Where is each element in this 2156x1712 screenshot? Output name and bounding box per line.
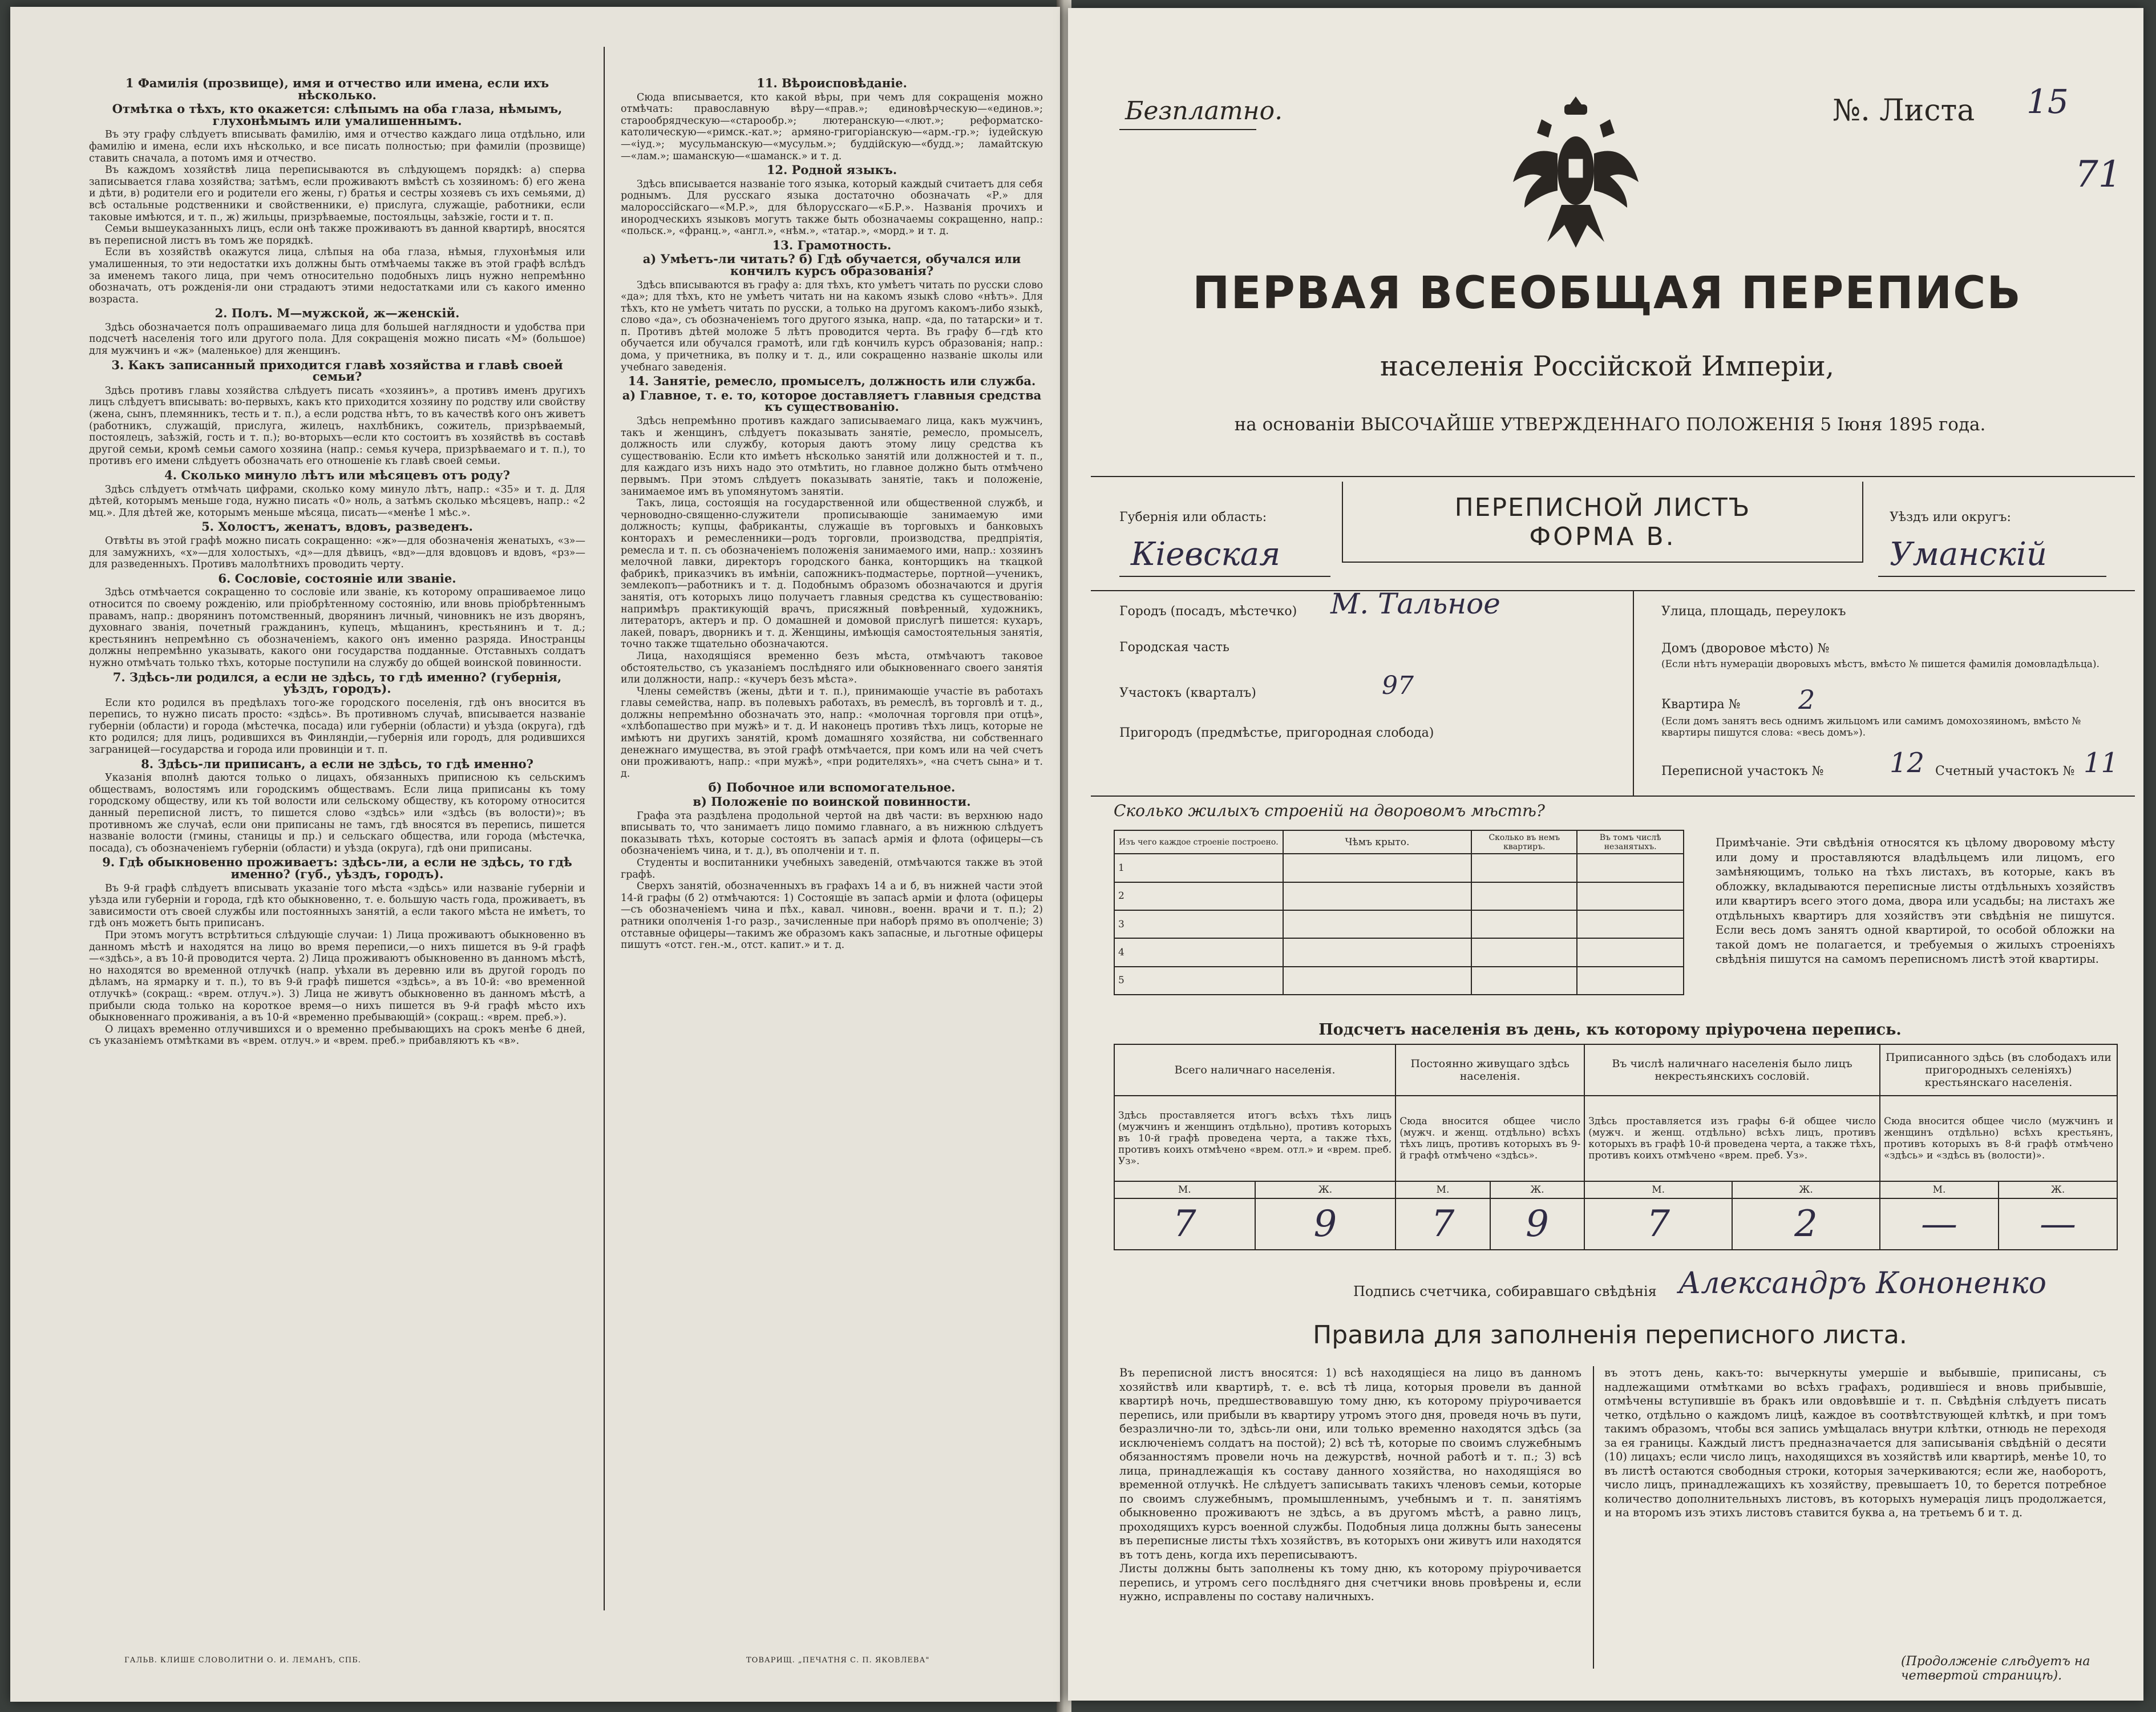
building-cell[interactable] — [1283, 967, 1472, 995]
section-heading: а) Умѣетъ-ли читать? б) Гдѣ обучается, обучался или кончилъ курсъ образованія? — [642, 252, 1021, 278]
count-area-value[interactable]: 11 — [2084, 747, 2119, 779]
instruction-paragraph: Студенты и воспитанники учебныхъ заведеній, отмѣчаются также въ этой графѣ. — [621, 857, 1043, 881]
building-row — [1114, 854, 1684, 882]
building-cell[interactable] — [1471, 910, 1577, 938]
instruction-paragraph: При этомъ могутъ встрѣтиться слѣдующіе случаи: 1) Лица проживаютъ обыкновенно въ данномъ мѣстѣ и находятся на лицо во время переписи,—о нихъ пишется въ 9-й графѣ—«здѣсь», а въ 10-й проводится черта. 2) Лица проживаютъ обыкновенно въ данномъ мѣстѣ, но находятся во временной отлучкѣ (напр. уѣхали въ деревню или въ другой городъ по дѣламъ, на ярмарку и т. п.), то въ 9-й графѣ пишется «здѣсь», а въ 10-й: «во временной отлучкѣ» (сокращ.: «врем. отлуч.»). 3) Лица не живутъ обыкновенно въ данномъ мѣстѣ, а прибыли сюда только на короткое время—о нихъ пишется въ 9-й графѣ мѣсто ихъ обыкновеннаго проживанія, а въ 10-й «временно пребывающій» (сокращ.: «врем. преб.»). — [89, 929, 585, 1024]
building-cell[interactable] — [1471, 882, 1577, 910]
female-header: Ж. — [1255, 1181, 1396, 1198]
rules-divider — [1593, 1366, 1594, 1669]
male-header: М. — [1880, 1181, 1999, 1198]
section-heading: 7. Здѣсь-ли родился, а если не здѣсь, то гдѣ именно? (губернія, уѣздъ, городъ). — [112, 669, 562, 696]
gubernia-label: Губернія или область: — [1119, 510, 1267, 524]
address-divider — [1633, 590, 1634, 796]
sheet-title: ПЕРЕПИСНОЙ ЛИСТЪ — [1454, 493, 1751, 522]
instruction-paragraph: Сюда вписывается, кто какой вѣры, при чемъ для сокращенія можно отмѣчать: православную вѣру—«прав.»; единовѣрческую—«единов.»; старообрядческую—«старообр.»; лютеранскую—«лют.»; реформатско-католическую—«римск.-кат.»; армяно-григоріанскую—«арм.-гр.»; іудейскую—«іуд.»; мусульманскую—«мусульм.»; буддійскую—«будд.»; ламайтскую—«лам.»; шаманскую—«шаманск.» и т. д. — [621, 91, 1043, 162]
section-heading: 14. Занятіе, ремесло, промыселъ, должность или служба. — [628, 374, 1036, 389]
building-cell[interactable] — [1577, 938, 1684, 966]
population-count-value[interactable]: 9 — [1255, 1198, 1396, 1250]
instruction-paragraph: Въ каждомъ хозяйствѣ лица переписываются въ слѣдующемъ порядкѣ: а) сперва записывается глава хозяйства; затѣмъ, если проживаютъ вмѣстѣ съ хозяиномъ: б) его жена и дѣти, в) родители его и родители его жены, г) братья и сестры хозяевъ съ ихъ семьями, д) всѣ остальные родственники и свойственники, е) прислуга, служащіе, работники, если таковые имѣются, и т. п., ж) жильцы, призрѣваемые, постояльцы, заѣзжіе, гости и т. п. — [89, 164, 585, 223]
building-row — [1114, 910, 1684, 938]
rules-title: Правила для заполненія переписного листа. — [1313, 1321, 1907, 1350]
sheet-number-label: №. Листа — [1833, 94, 1975, 128]
census-area-label: Переписной участокъ № — [1661, 764, 1824, 778]
instruction-paragraph: Если въ хозяйствѣ окажутся лица, слѣпыя на оба глаза, нѣмыя, глухонѣмыя или умалишенныя, то эти недостатки ихъ должны быть отмѣчаемы также въ этой графѣ вслѣдъ за именемъ такого лица, при чемъ относительно подобныхъ лицъ нужно непремѣнно обозначать, отъ рожденія-ли они страдаютъ этими недостатками или съ какого именно возраста. — [89, 247, 585, 305]
city-label: Городъ (посадъ, мѣстечко) — [1119, 604, 1297, 619]
population-count-value[interactable]: 7 — [1584, 1198, 1732, 1250]
section-heading: 6. Сословіе, состояніе или званіе. — [218, 571, 456, 586]
city-value[interactable]: М. Тальное — [1330, 587, 1500, 620]
instruction-paragraph: Графа эта раздѣлена продольной чертой на двѣ части: въ верхнюю надо вписывать то, что занимаетъ лицо помимо главнаго, а въ нижнюю слѣдуетъ показывать тѣхъ, которые состоятъ въ запасѣ армія и флота (офицеры—съ обозначеніемъ чина, и т. д.), въ ополченіи и т. п. — [621, 810, 1043, 857]
count-area-label: Счетный участокъ № — [1935, 764, 2075, 778]
section-heading: 13. Грамотность. — [772, 237, 892, 252]
population-count-value[interactable]: — — [1999, 1198, 2117, 1250]
imperial-eagle-emblem — [1507, 91, 1644, 251]
male-header: М. — [1114, 1181, 1255, 1198]
instruction-paragraph: Въ 9-й графѣ слѣдуетъ вписывать указаніе того мѣста «здѣсь» или названіе губерніи и уѣзда или губерніи и города, гдѣ кто обыкновенно, т. е. большую часть года, проживаетъ, въ зависимости отъ своей службы или постоянныхъ занятій, а если такого мѣста не имѣетъ, то гдѣ онъ можетъ быть приписанъ. — [89, 882, 585, 930]
count-header: Въ числѣ наличнаго населенія было лицъ некрестьянскихъ сословій. — [1584, 1044, 1880, 1096]
uezd-line — [1878, 576, 2106, 577]
count-header: Постоянно живущаго здѣсь населенія. — [1395, 1044, 1584, 1096]
section-heading: Отмѣтка о тѣхъ, кто окажется: слѣпымъ на оба глаза, нѣмымъ, глухонѣмымъ или умалишеннымъ. — [112, 102, 563, 128]
count-desc: Сюда вносится общее число (мужч. и женщ. отдѣльно) всѣхъ тѣхъ лицъ, противъ которыхъ въ 9-й графѣ отмѣчено «здѣсь». — [1395, 1096, 1584, 1181]
instruction-paragraph: О лицахъ временно отлучившихся и о временно пребывающихъ на срокъ менѣе 6 дней, съ указаніемъ отмѣтками въ «врем. отлуч.» и «врем. преб.» прибавляютъ къ «в». — [89, 1023, 585, 1047]
rules-right: въ этотъ день, какъ-то: вычеркнуты умершіе и выбывшіе, приписаны, съ надлежащими отмѣтками во всѣхъ графахъ, родившіеся и вновь прибывшіе, отмѣчены вступившіе въ бракъ или овдовѣвшіе и т. п. Свѣдѣнія слѣдуетъ писать четко, отдѣльно о каждомъ лицѣ, каждое въ соотвѣтствующей клѣткѣ, и при томъ такимъ образомъ, чтобы вся запись умѣщалась внутри клѣтки, отнюдь не переходя за ея границы. Каждый листъ предназначается для записыванія свѣдѣній о десяти (10) лицахъ; если число лицъ, находящихся въ хозяйствѣ или квартирѣ, менѣе 10, то въ листѣ остаются свободныя строки, которыя зачеркиваются; если же, наоборотъ, число лицъ, принадлежащихъ къ хозяйству, превышаетъ 10, то берется потребное количество дополнительныхъ листовъ, въ которыхъ нумерація лицъ продолжается, и на второмъ изъ этихъ листовъ ставится буква а, на третьемъ б и т. д. — [1604, 1366, 2106, 1519]
instruction-paragraph: Указанія вполнѣ даются только о лицахъ, обязанныхъ приписною къ сельскимъ обществамъ, волостямъ или городскимъ обществамъ. Если лица приписаны къ тому городскому обществу, или къ той волости или сельскому обществу, къ которому относится данный переписной листъ, то пишется слово «здѣсь» или «здѣсь (въ волости)»; въ противномъ же случаѣ, если они приписаны не тамъ, гдѣ вносятся въ перепись, пишется названіе волости (гмины, станицы и пр.) и сельскаго общества, или города (мѣстечка, посада), съ обозначеніемъ губерніи (области) и уѣзда (округа), гдѣ они приписаны. — [89, 772, 585, 854]
gubernia-line — [1119, 576, 1330, 577]
section-heading: 2. Полъ. М—мужской, ж—женскій. — [215, 306, 460, 321]
instruction-paragraph: Такъ, лица, состоящія на государственной или общественной службѣ, и черноводно-священно-служители прописывающіе занимаемую ими должность; купцы, фабриканты, служащіе въ торговыхъ и банковыхъ конторахъ и ремесленники—родъ торговли, производства, предпріятія, ремесла и т. п. съ обозначеніемъ положенія занимаемого ими, напр.: хозяинъ мелочной лавки, директоръ городского банка, конторщикъ на ткацкой фабрикѣ, приказчикъ въ имѣніи, сапожникъ-подмастерье, портной—ученикъ, землекопъ—работникъ и т. д. Подобнымъ образомъ обозначаются и другія занятія, отъ которыхъ лицо получаетъ главныя средства къ существованію: напримѣръ практикующій врачъ, присяжный повѣренный, художникъ, литераторъ, актеръ и пр. О домашней и домовой прислугѣ пишется: кухаръ, лакей, поваръ, дворникъ и т. д. Женщины, имѣющія самостоятельныя занятія, точно также тщательно обозначаются. — [621, 498, 1043, 651]
left-page-instructions — [10, 7, 1060, 1702]
address-top-rule — [1091, 590, 2135, 591]
buildings-table — [1114, 830, 1684, 995]
census-basis: на основаніи ВЫСОЧАЙШЕ УТВЕРЖДЕННАГО ПОЛОЖЕНІЯ 5 Іюня 1895 года. — [1234, 414, 1986, 435]
section-heading: 5. Холостъ, женатъ, вдовъ, разведенъ. — [201, 519, 473, 534]
instruction-paragraph: Здѣсь вписывается названіе того языка, который каждый считаетъ для себя роднымъ. Для русскаго языка достаточно обозначать «Р.» для малороссійскаго—«М.Р.», для бѣлорусскаго—«Б.Р.». Названія прочихъ и инородческихъ языковъ могутъ также быть обозначаемы сокращенно, напр.: «польск.», «франц.», «англ.», «нѣм.», «татар.», «морд.» и т. д. — [621, 178, 1043, 237]
population-count-table — [1114, 1044, 2118, 1250]
building-cell[interactable] — [1283, 854, 1472, 882]
rules-left — [1119, 1366, 1581, 1604]
building-row-number[interactable]: 1 — [1114, 854, 1283, 882]
count-desc: Сюда вносится общее число (мужчинъ и женщинъ отдѣльно) всѣхъ крестьянъ, противъ которыхъ въ 8-й графѣ отмѣчено «здѣсь» и «здѣсь въ (волости)». — [1880, 1096, 2117, 1181]
instruction-paragraph: Члены семействъ (жены, дѣти и т. п.), принимающіе участіе въ работахъ главы семейства, напр. въ полевыхъ работахъ, въ ремеслѣ, въ торговлѣ и т. д., должны непремѣнно обозначать это, напр.: «молочная торговля при отцѣ», «хлѣбопашество при мужѣ» и т. д. И наконецъ противъ тѣхъ лицъ, которые не имѣютъ ни другихъ занятій, кромѣ домашняго хозяйства, ни собственнаго денежнаго имущества, въ этой графѣ отмѣчается, при комъ или на чей счетъ они проживаютъ, напр.: «при мужѣ», «при родителяхъ», «на счетъ сына» и т. д. — [621, 685, 1043, 780]
building-row — [1114, 967, 1684, 995]
section-heading: а) Главное, т. е. то, которое доставляетъ главныя средства къ существованію. — [622, 387, 1042, 414]
census-subtitle: населенія Россійской Имперіи, — [1380, 350, 1834, 382]
section-heading: 1 Фамилія (прозвище), имя и отчество или имена, если ихъ нѣсколько. — [125, 76, 549, 102]
building-row-number[interactable]: 3 — [1114, 910, 1283, 938]
population-count-value[interactable]: 2 — [1732, 1198, 1880, 1250]
bld-header: Изъ чего каждое строеніе построено. — [1114, 830, 1283, 854]
district-value[interactable]: 97 — [1382, 671, 1414, 700]
male-header: М. — [1395, 1181, 1490, 1198]
buildings-question: Сколько жилыхъ строеній на дворовомъ мѣстѣ? — [1114, 801, 1545, 820]
building-cell[interactable] — [1471, 938, 1577, 966]
apartment-label: Квартира № — [1661, 697, 1741, 712]
form-label: ФОРМА В. — [1529, 522, 1676, 551]
instructions-column-1 — [89, 75, 585, 1616]
signature-label: Подпись счетчика, собиравшаго свѣдѣнія — [1353, 1283, 1657, 1299]
apartment-note: (Если домъ занятъ весь однимъ жильцомъ или самимъ домохозяиномъ, вмѣсто № квартиры пишутся слова: «весь домъ»). — [1661, 716, 2081, 738]
building-cell[interactable] — [1577, 967, 1684, 995]
building-row-number[interactable]: 5 — [1114, 967, 1283, 995]
buildings-note: Примѣчаніе. Эти свѣдѣнія относятся къ цѣлому дворовому мѣсту или дому и проставляются владѣльцемъ или лицомъ, его замѣняющимъ, только на тѣхъ листахъ, въ которые, какъ въ обложку, вкладываются переписные листы отдѣльныхъ хозяйствъ или квартиръ всего этого дома, двора или усадьбы; на листахъ же отдѣльныхъ квартиръ для хозяйствъ эти свѣдѣнія не пишутся. Если весь домъ занятъ одной квартирой, то особой обложки на такой домъ не полагается, и требуемыя о жилыхъ строеніяхъ свѣдѣнія пишутся на самомъ переписномъ листѣ этой квартиры. — [1716, 836, 2115, 966]
free-underline — [1119, 129, 1256, 130]
building-cell[interactable] — [1283, 910, 1472, 938]
gubernia-value[interactable]: Кіевская — [1131, 536, 1281, 573]
instructions-column-2 — [621, 75, 1043, 1616]
printer-footer-left: ГАЛЬВ. КЛИШЕ СЛОВОЛИТНИ О. И. ЛЕМАНЪ, СПБ. — [124, 1656, 361, 1665]
count-title: Подсчетъ населенія въ день, къ которому пріурочена перепись. — [1318, 1021, 1902, 1039]
continued-note: (Продолженіе слѣдуетъ на четвертой страницѣ). — [1901, 1654, 2090, 1683]
count-desc: Здѣсь проставляется изъ графы 6-й общее число (мужч. и женщ. отдѣльно) всѣхъ лицъ, противъ которыхъ въ графѣ 10-й проведена черта, а также тѣхъ, противъ коихъ отмѣчено «врем. преб. Уз». — [1584, 1096, 1880, 1181]
building-cell[interactable] — [1471, 854, 1577, 882]
uezd-value[interactable]: Уманскій — [1890, 536, 2047, 573]
building-row — [1114, 882, 1684, 910]
section-heading: б) Побочное или вспомогательное. — [708, 780, 956, 795]
count-header: Всего наличнаго населенія. — [1114, 1044, 1395, 1096]
form-title-box — [1342, 482, 1863, 563]
building-cell[interactable] — [1283, 882, 1472, 910]
building-cell[interactable] — [1471, 967, 1577, 995]
house-label: Домъ (дворовое мѣсто) № — [1661, 641, 1830, 656]
female-header: Ж. — [1999, 1181, 2117, 1198]
female-header: Ж. — [1732, 1181, 1880, 1198]
instruction-paragraph: Отвѣты въ этой графѣ можно писать сокращенно: «ж»—для обозначенія женатыхъ, «з»—для замужнихъ, «х»—для холостыхъ, «д»—для дѣвицъ, «вд»—для вдовцовъ и вдовъ, «рз»—для разведенныхъ. Противъ малолѣтнихъ проводить черту. — [89, 535, 585, 571]
house-note: (Если нѣтъ нумераціи дворовыхъ мѣстъ, вмѣсто № пишется фамилія домовладѣльца). — [1661, 659, 2100, 670]
header-rule — [1091, 476, 2135, 477]
population-count-value[interactable]: — — [1880, 1198, 1999, 1250]
building-row — [1114, 938, 1684, 966]
population-count-value[interactable]: 7 — [1114, 1198, 1255, 1250]
building-cell[interactable] — [1577, 854, 1684, 882]
instruction-paragraph: Лица, находящіяся временно безъ мѣста, отмѣчаютъ таковое обстоятельство, съ указаніемъ послѣдняго или обыкновеннаго своего занятія или должности, напр.: «кучеръ безъ мѣста». — [621, 650, 1043, 686]
section-heading: 3. Какъ записанный приходится главѣ хозяйства и главѣ своей семьи? — [111, 357, 563, 384]
section-heading: 12. Родной языкъ. — [766, 163, 897, 177]
count-header: Приписанного здѣсь (въ слободахъ или пригородныхъ селеніяхъ) крестьянскаго населенія. — [1880, 1044, 2117, 1096]
instruction-paragraph: Въ эту графу слѣдуетъ вписывать фамилію, имя и отчество каждаго лица отдѣльно, или фамилію и имена, если ихъ нѣсколько, и все писать полностью; при фамиліи (прозвище) ставить сначала, а потомъ имя и отчество. — [89, 129, 585, 164]
census-form-page — [1068, 8, 2143, 1701]
male-header: М. — [1584, 1181, 1732, 1198]
bld-header: Сколько въ немъ квартиръ. — [1471, 830, 1577, 854]
city-part-label: Городская часть — [1119, 640, 1229, 655]
population-count-value[interactable]: 7 — [1395, 1198, 1490, 1250]
instruction-paragraph: Здѣсь слѣдуетъ отмѣчать цифрами, сколько кому минуло лѣтъ, напр.: «35» и т. д. Для дѣтей, которымъ меньше года, нужно писать «0» ноль, а затѣмъ сколько мѣсяцевъ, напр.: «2 мц.». Для дѣтей же, которымъ меньше мѣсяца, писать—«менѣе 1 мѣс.». — [89, 483, 585, 519]
signature-value[interactable]: Александръ Кононенко — [1678, 1266, 2046, 1301]
instruction-paragraph: Сверхъ занятій, обозначенныхъ въ графахъ 14 а и б, въ нижней части этой 14-й графы (б 2) отмѣчаются: 1) Состоящіе въ запасѣ арміи и флота (офицеры—съ обозначеніемъ чина и пѣх., кавал. чиновн., военн. врачи и т. п.); 2) ратники ополченія 1-го разр., зачисленные при наборѣ прямо въ ополченіе; 3) отставные офицеры—такимъ же образомъ какъ запасные, и льготные офицеры пишутъ «отст. ген.-м., отст. капит.» и т. д. — [621, 881, 1043, 951]
instruction-paragraph: Здѣсь обозначается полъ опрашиваемаго лица для большей наглядности и удобства при подсчетѣ населенія того или другого пола. Для сокращенія можно писать «М» (большое) для мужчинъ и «ж» (маленькое) для женщинъ. — [89, 321, 585, 357]
rules-left-text: Въ переписной листъ вносятся: 1) всѣ находящіеся на лицо въ данномъ хозяйствѣ или квартирѣ, т. е. всѣ тѣ лица, которыя провели въ данной квартирѣ ночь, предшествовавшую тому дню, къ которому пріурочивается перепись, или прибыли въ квартиру утромъ этого дня, проведя ночь въ пути, безразлично-ли то, здѣсь-ли они, или только временно находятся здѣсь (за исключеніемъ солдатъ на постой); 2) всѣ тѣ, которые по своимъ служебнымъ обязанностямъ провели ночь на дежурствѣ, ночной работѣ и т. п.; 3) всѣ лица, принадлежащія къ составу данного хозяйства, но находящіяся во временной отлучкѣ. Не слѣдуетъ записывать такихъ членовъ семьи, которые по своимъ служебнымъ, промышленнымъ, учебнымъ и т. п. занятіямъ обыкновенно проживаютъ не здѣсь, а въ другомъ мѣстѣ, а равно лицъ, проходящихъ курсъ военной службы. Подобныя лица должны быть занесены въ переписные листы тѣхъ хозяйствъ, въ которыхъ они живутъ или находятся въ тотъ день, когда ихъ переписываютъ. — [1119, 1366, 1581, 1561]
building-row-number[interactable]: 4 — [1114, 938, 1283, 966]
free-label: Безплатно. — [1125, 96, 1283, 126]
section-heading: в) Положеніе по воинской повинности. — [693, 794, 971, 809]
building-cell[interactable] — [1577, 910, 1684, 938]
instruction-paragraph: Здѣсь вписываются въ графу а: для тѣхъ, кто умѣетъ читать по русски слово «да»; для тѣхъ, кто не умѣетъ читать ни на какомъ языкѣ слово «нѣтъ». Для тѣхъ, кто не умѣетъ читать по русски, а только на другомъ какомъ-либо языкѣ, слово «да», съ обозначеніемъ того другого языка, напр. «да, по татарски» и т. п. Противъ дѣтей моложе 5 лѣтъ проводится черта. Въ графу б—гдѣ кто обучается или обучался грамотѣ, или гдѣ кончилъ курсъ образованія; напр.: дома, у причетника, въ полку и т. д., или сокращенно названіе школы или учебнаго заведенія. — [621, 279, 1043, 373]
female-header: Ж. — [1490, 1181, 1585, 1198]
instruction-paragraph: Здѣсь отмѣчается сокращенно то сословіе или званіе, къ которому опрашиваемое лицо относится по своему рожденію, или пріобрѣтенному состоянію, или вновь пріобрѣтеннымъ правамъ, напр.: дворянинъ потомственный, дворянинъ личный, чиновникъ не изъ дворянъ, духовнаго званія, почетный гражданинъ, купецъ, мѣщанинъ, крестьянинъ и т. д.; крестьянинъ непремѣнно съ обозначеніемъ, какого онъ именно разряда. Иностранцы должны непремѣнно указывать, какого они государства подданные. Отставныхъ солдатъ нужно отмѣчать только тѣхъ, которые поступили на службу до общей воинской повинности. — [89, 587, 585, 669]
district-label: Участокъ (кварталъ) — [1119, 686, 1256, 700]
bld-header: Чѣмъ крыто. — [1283, 830, 1472, 854]
building-cell[interactable] — [1283, 938, 1472, 966]
building-row-number[interactable]: 2 — [1114, 882, 1283, 910]
census-area-value[interactable]: 12 — [1890, 747, 1925, 779]
section-heading: 11. Вѣроисповѣданіе. — [757, 76, 907, 90]
instruction-paragraph: Если кто родился въ предѣлахъ того-же городского поселенія, гдѣ онъ вносится въ перепись, то нужно писать просто: «здѣсь». Въ противномъ случаѣ, вписывается названіе губерніи (области) и города (мѣстечка, посада) или губерніи (области) и уѣзда (округа), гдѣ кто родился; для лицъ, родившихся въ Финляндіи,—губернія или городъ, для родившихся заграницей—государства и города или провинціи и т. п. — [89, 697, 585, 756]
address-bottom-rule — [1091, 796, 2135, 797]
bld-header: Въ томъ числѣ незанятыхъ. — [1577, 830, 1684, 854]
instruction-paragraph: Здѣсь противъ главы хозяйства слѣдуетъ писать «хозяинъ», а противъ именъ другихъ лицъ слѣдуетъ вписывать: во-первыхъ, какъ кто приходится хозяину по родству или свойству (жена, сынъ, племянникъ, тесть и т. п.), а если родства нѣтъ, то въ качествѣ кого онъ живетъ (работникъ, служащій, прислуга, жилецъ, нахлѣбникъ, сожитель, призрѣваемый, постоялецъ, заѣзжій, гость и т. п.); во-вторыхъ—если кто состоитъ въ хозяйствѣ въ составѣ другой семьи, кромѣ семьи самого хозяина (напр.: семья кучера, призрѣваемаго и т. п.), то противъ его имени слѣдуетъ обозначать его отношеніе къ главѣ своей семьи. — [89, 385, 585, 467]
rules-left-text-2: Листы должны быть заполнены къ тому дню, къ которому пріурочивается перепись, и утромъ сего послѣдняго дня счетчики вновь провѣрены и, если нужно, исправлены по составу наличныхъ. — [1119, 1562, 1581, 1603]
section-heading: 8. Здѣсь-ли приписанъ, а если не здѣсь, то гдѣ именно? — [141, 756, 533, 771]
census-title: ПЕРВАЯ ВСЕОБЩАЯ ПЕРЕПИСЬ — [1192, 268, 2022, 319]
suburb-label: Пригородъ (предмѣстье, пригородная слобода) — [1119, 726, 1434, 740]
archive-corner-mark: 71 — [2075, 154, 2122, 196]
printer-footer-right: ТОВАРИЩ. „ПЕЧАТНЯ С. П. ЯКОВЛЕВА" — [746, 1656, 930, 1665]
street-label: Улица, площадь, переулокъ — [1661, 604, 1846, 619]
count-desc: Здѣсь проставляется итогъ всѣхъ тѣхъ лицъ (мужчинъ и женщинъ отдѣльно), противъ которыхъ въ 10-й графѣ проведена черта, а также тѣхъ, противъ коихъ отмѣчено «врем. отл.» и «врем. преб. Уз». — [1114, 1096, 1395, 1181]
instruction-paragraph: Здѣсь непремѣнно противъ каждаго записываемаго лица, какъ мужчинъ, такъ и женщинъ, слѣдуетъ показывать занятіе, ремесло, промыселъ, должность или службу, которыя даютъ этому лицу средства къ существованію. Если кто имѣетъ нѣсколько занятій или должностей и т. п., для каждаго изъ нихъ надо это отмѣтить, но главное должно быть отмѣчено первымъ. При этомъ слѣдуетъ показывать занятіе, такъ и положеніе, занимаемое имъ въ упомянутомъ занятіи. — [621, 415, 1043, 498]
uezd-label: Уѣздъ или округъ: — [1890, 510, 2011, 524]
sheet-number-value: 15 — [2026, 82, 2069, 121]
section-heading: 4. Сколько минуло лѣтъ или мѣсяцевъ отъ роду? — [164, 468, 510, 482]
apartment-value[interactable]: 2 — [1798, 684, 1815, 715]
section-heading: 9. Гдѣ обыкновенно проживаетъ: здѣсь-ли, а если не здѣсь, то гдѣ именно? (губ., уѣздъ, городъ). — [102, 855, 572, 881]
building-cell[interactable] — [1577, 882, 1684, 910]
instruction-paragraph: Семьи вышеуказанныхъ лицъ, если онѣ также проживаютъ въ данной квартирѣ, вносятся въ переписной листъ въ томъ же порядкѣ. — [89, 223, 585, 247]
column-divider — [604, 47, 605, 1610]
population-count-value[interactable]: 9 — [1490, 1198, 1585, 1250]
